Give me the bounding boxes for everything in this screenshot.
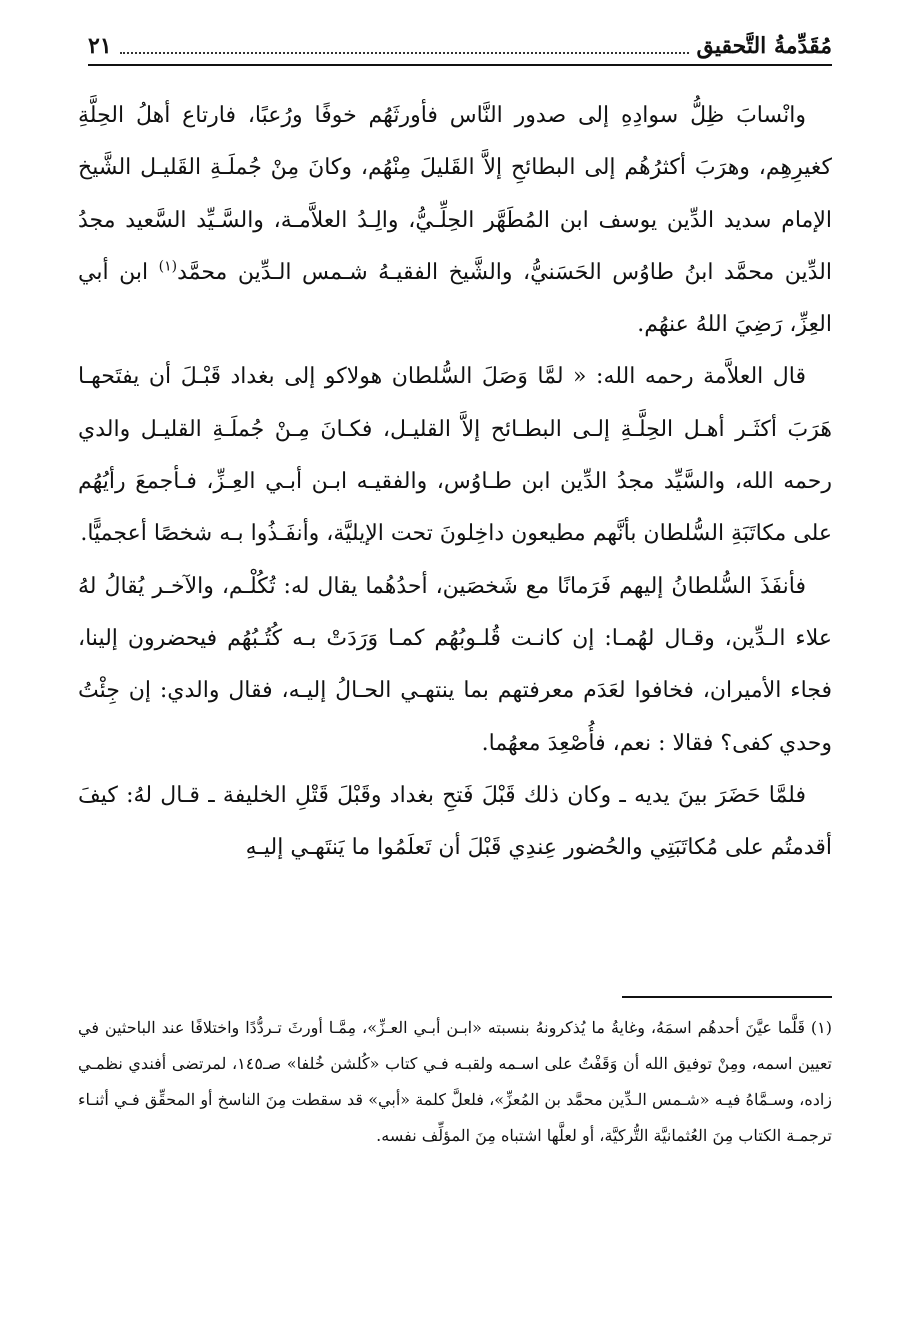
paragraph: فأنفَذَ السُّلطانُ إليهم فَرَمانًا مع شَخصَين، أحدُهُما يقال له: تُكُلْـم، والآخـر يُقالُ لهُ علاء الـدِّين، وقـال لهُمـا: إن كانـت قُلـوبُهُم كمـا وَرَدَتْ بـه كُتُـبُهُم فيحضرون إلينا، فجاء الأميران، فخافوا لعَدَم معرفتهم بما ينتهـي الحـالُ إليـه، فقال والدي: إن جِئْتُ وحدي كفى؟ فقالا : نعم، فأُصْعِدَ معهُما.: [78, 573, 832, 756]
paragraph: فلمَّا حَضَرَ بينَ يديه ـ وكان ذلك قَبْلَ فَتحِ بغداد وقَبْلَ قَتْلِ الخليفة ـ قـال لهُ: كيفَ أقدمتُم على مُكاتَبَتِي والحُضور عِندِي قَبْلَ أن تَعلَمُوا ما يَنتَهـي إليـهِ: [78, 782, 832, 861]
footnotes: [78, 1010, 832, 1154]
body-text: [78, 90, 832, 874]
paragraph-text: وانْسابَ ظِلُّ سوادِهِ إلى صدور النَّاس فأورثَهُم خوفًا ورُعبًا، فارتاع أهلُ الحِلَّةِ كغيرِهِم، وهرَبَ أكثرُهُم إلى البطائحِ إلاَّ القَليلَ مِنْهُم، وكانَ مِنْ جُملَـةِ القَليـل الشَّيخ الإمام سديد الدِّين يوسف ابن المُطَهَّر الحِلِّـيُّ، والِـدُ العلاَّمـة، والسَّـيِّد السَّعيد مجدُ الدِّين محمَّد ابنُ طاوُس الحَسَنيُّ، والشَّيخ الفقيـهُ شـمس الـدِّين محمَّد: [78, 103, 832, 285]
footnote: (١) قَلَّما عيَّنَ أحدهُم اسمَهُ، وغايةُ ما يُذكرونهُ بنسبته «ابـن أبـي العـزِّ»، مِمَّـا أورثَ تـردُّدًا واختلافًا عند الباحثين في تعيين اسمه، ومِنْ توفيق الله أن وَقَفْتُ على اسـمه ولقبـه فـي كتاب «كُلشن خُلفا» صـ١٤٥، لمرتضى أفندي نظمـي زاده، وسـمَّاهُ فيـه «شـمس الـدِّين محمَّد بن المُعزِّ»، فلعلَّ كلمة «أبي» قد سقطت مِنَ الناسخ أو المحقِّق فـي أثنـاء ترجمـة الكتاب مِنَ العُثمانيَّة التُّركيَّة، أو لعلَّها اشتباه مِنَ المؤلِّف نفسه.: [78, 1018, 833, 1145]
paragraph-text-end: ابن أبي العِزِّ، رَضِيَ اللهُ عنهُم.: [78, 259, 832, 338]
paragraph: [78, 90, 832, 351]
running-title: مُقَدِّمةُ التَّحقيق: [696, 33, 832, 59]
footnote-separator: [622, 996, 832, 998]
dotted-leader: [120, 38, 689, 54]
page-number: ٢١: [88, 33, 112, 59]
page-header: [88, 28, 832, 66]
footnote-marker: (١): [158, 258, 178, 275]
paragraph: قال العلاَّمة رحمه الله: « لمَّا وَصَلَ السُّلطان هولاكو إلى بغداد قَبْـلَ أن يفتَحهـا هَرَبَ أكثَـر أهـل الحِلَّـةِ إلـى البطـائح إلاَّ القليـل، فكـانَ مِـنْ جُملَـةِ القليـل والدي رحمه الله، والسَّيِّد مجدُ الدِّين ابن طـاوُس، والفقيـه ابـن أبـي العِـزِّ، فـأجمعَ رأيُهُم على مكاتَبَةِ السُّلطان بأنَّهم مطيعون داخِلونَ تحت الإيليَّة، وأنفَـذُوا بـه شخصًا أعجميًّا.: [78, 364, 832, 547]
